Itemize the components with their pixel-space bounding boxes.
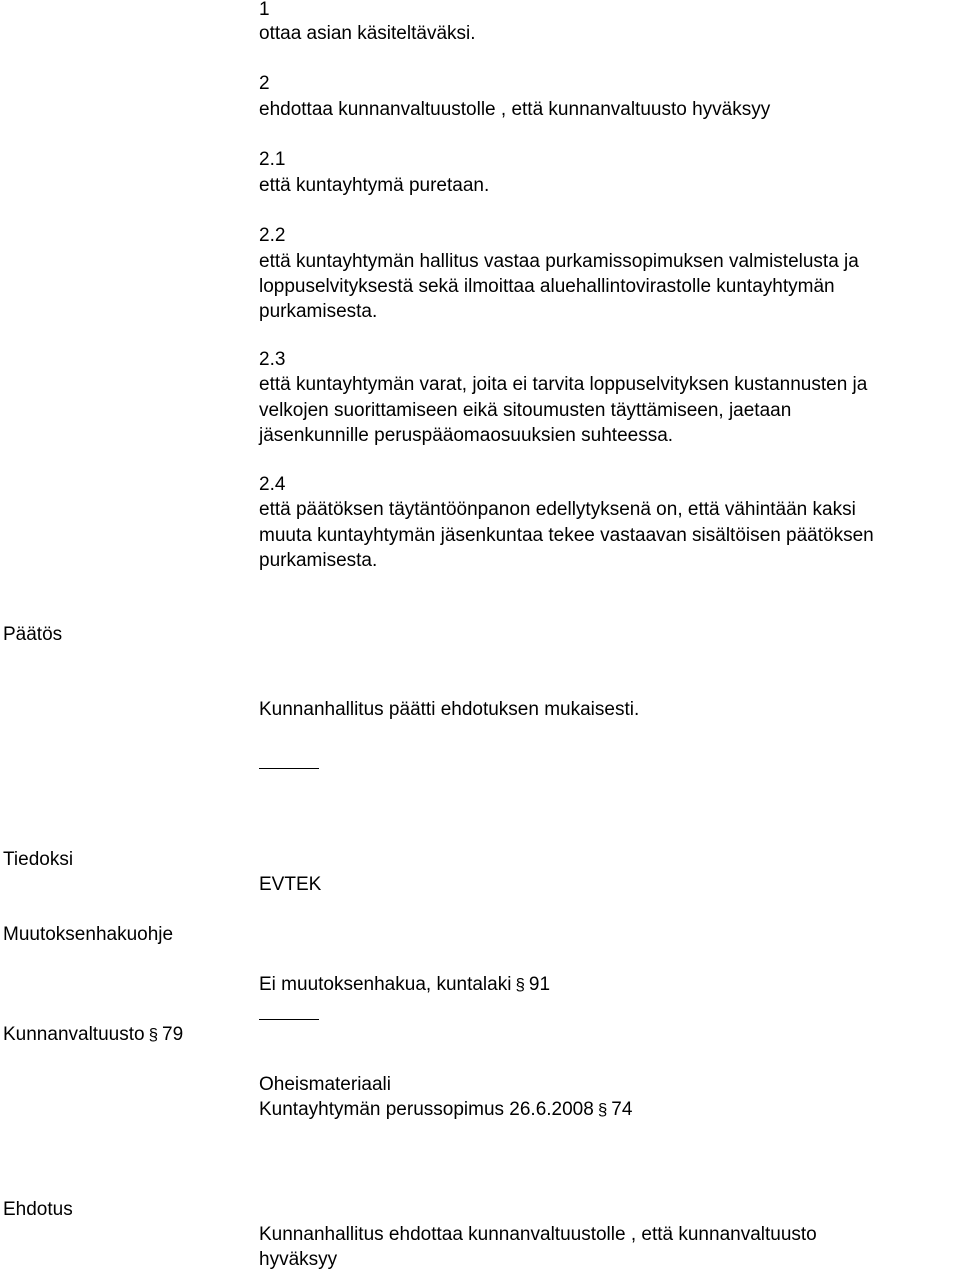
notice-value: EVTEK: [259, 874, 322, 895]
notice-label: Tiedoksi: [3, 849, 74, 870]
section-sign: §: [148, 1025, 159, 1044]
attachments-text: [259, 1097, 632, 1123]
item-1-number: 1: [259, 0, 270, 20]
divider: [259, 1019, 319, 1020]
decision-text: Kunnanhallitus päätti ehdotuksen mukaisesti.: [259, 699, 640, 720]
item-2-1-text: että kuntayhtymä puretaan.: [259, 175, 490, 196]
item-2-2-line-1: että kuntayhtymän hallitus vastaa purkamissopimuksen valmistelusta ja: [259, 251, 859, 272]
item-2-2-line-3: purkamisesta.: [259, 301, 378, 322]
section-sign: §: [515, 975, 525, 994]
item-1-text: ottaa asian käsiteltäväksi.: [259, 23, 476, 44]
attachments-section-number: 74: [611, 1099, 633, 1120]
section-sign: §: [597, 1100, 608, 1119]
divider: [259, 768, 319, 769]
item-2-4-line-2: muuta kuntayhtymän jäsenkuntaa tekee vastaavan sisältöisen päätöksen: [259, 525, 874, 546]
appeal-label: Muutoksenhakuohje: [3, 924, 174, 945]
item-2-1-number: 2.1: [259, 149, 286, 170]
proposal-line-1: Kunnanhallitus ehdottaa kunnanvaltuustolle , että kunnanvaltuusto: [259, 1224, 817, 1245]
item-2-text: ehdottaa kunnanvaltuustolle , että kunnanvaltuusto hyväksyy: [259, 99, 771, 120]
appeal-section-number: 91: [528, 974, 551, 995]
council-label: [3, 1022, 183, 1048]
council-label-text: Kunnanvaltuusto: [3, 1024, 145, 1045]
decision-label: Päätös: [3, 624, 63, 645]
appeal-text-body: Ei muutoksenhakua, kuntalaki: [259, 974, 512, 995]
attachments-text-body: Kuntayhtymän perussopimus 26.6.2008: [259, 1099, 594, 1120]
item-2-4-line-1: että päätöksen täytäntöönpanon edellytyksenä on, että vähintään kaksi: [259, 499, 856, 520]
item-2-3-line-1: että kuntayhtymän varat, joita ei tarvita loppuselvityksen kustannusten ja: [259, 374, 868, 395]
attachments-title: Oheismateriaali: [259, 1074, 391, 1095]
proposal-label: Ehdotus: [3, 1199, 73, 1220]
item-2-4-line-3: purkamisesta.: [259, 550, 378, 571]
proposal-line-2: hyväksyy: [259, 1249, 338, 1270]
item-2-2-line-2: loppuselvityksestä sekä ilmoittaa aluehallintovirastolle kuntayhtymän: [259, 276, 835, 297]
appeal-text: [259, 972, 550, 998]
item-2-4-number: 2.4: [259, 474, 286, 495]
item-2-3-line-2: velkojen suorittamiseen eikä sitoumusten täyttämiseen, jaetaan: [259, 400, 792, 421]
item-2-3-number: 2.3: [259, 349, 286, 370]
item-2-2-number: 2.2: [259, 225, 286, 246]
item-2-number: 2: [259, 73, 270, 94]
item-2-3-line-3: jäsenkunnille peruspääomaosuuksien suhteessa.: [259, 425, 674, 446]
council-section-number: 79: [162, 1024, 184, 1045]
